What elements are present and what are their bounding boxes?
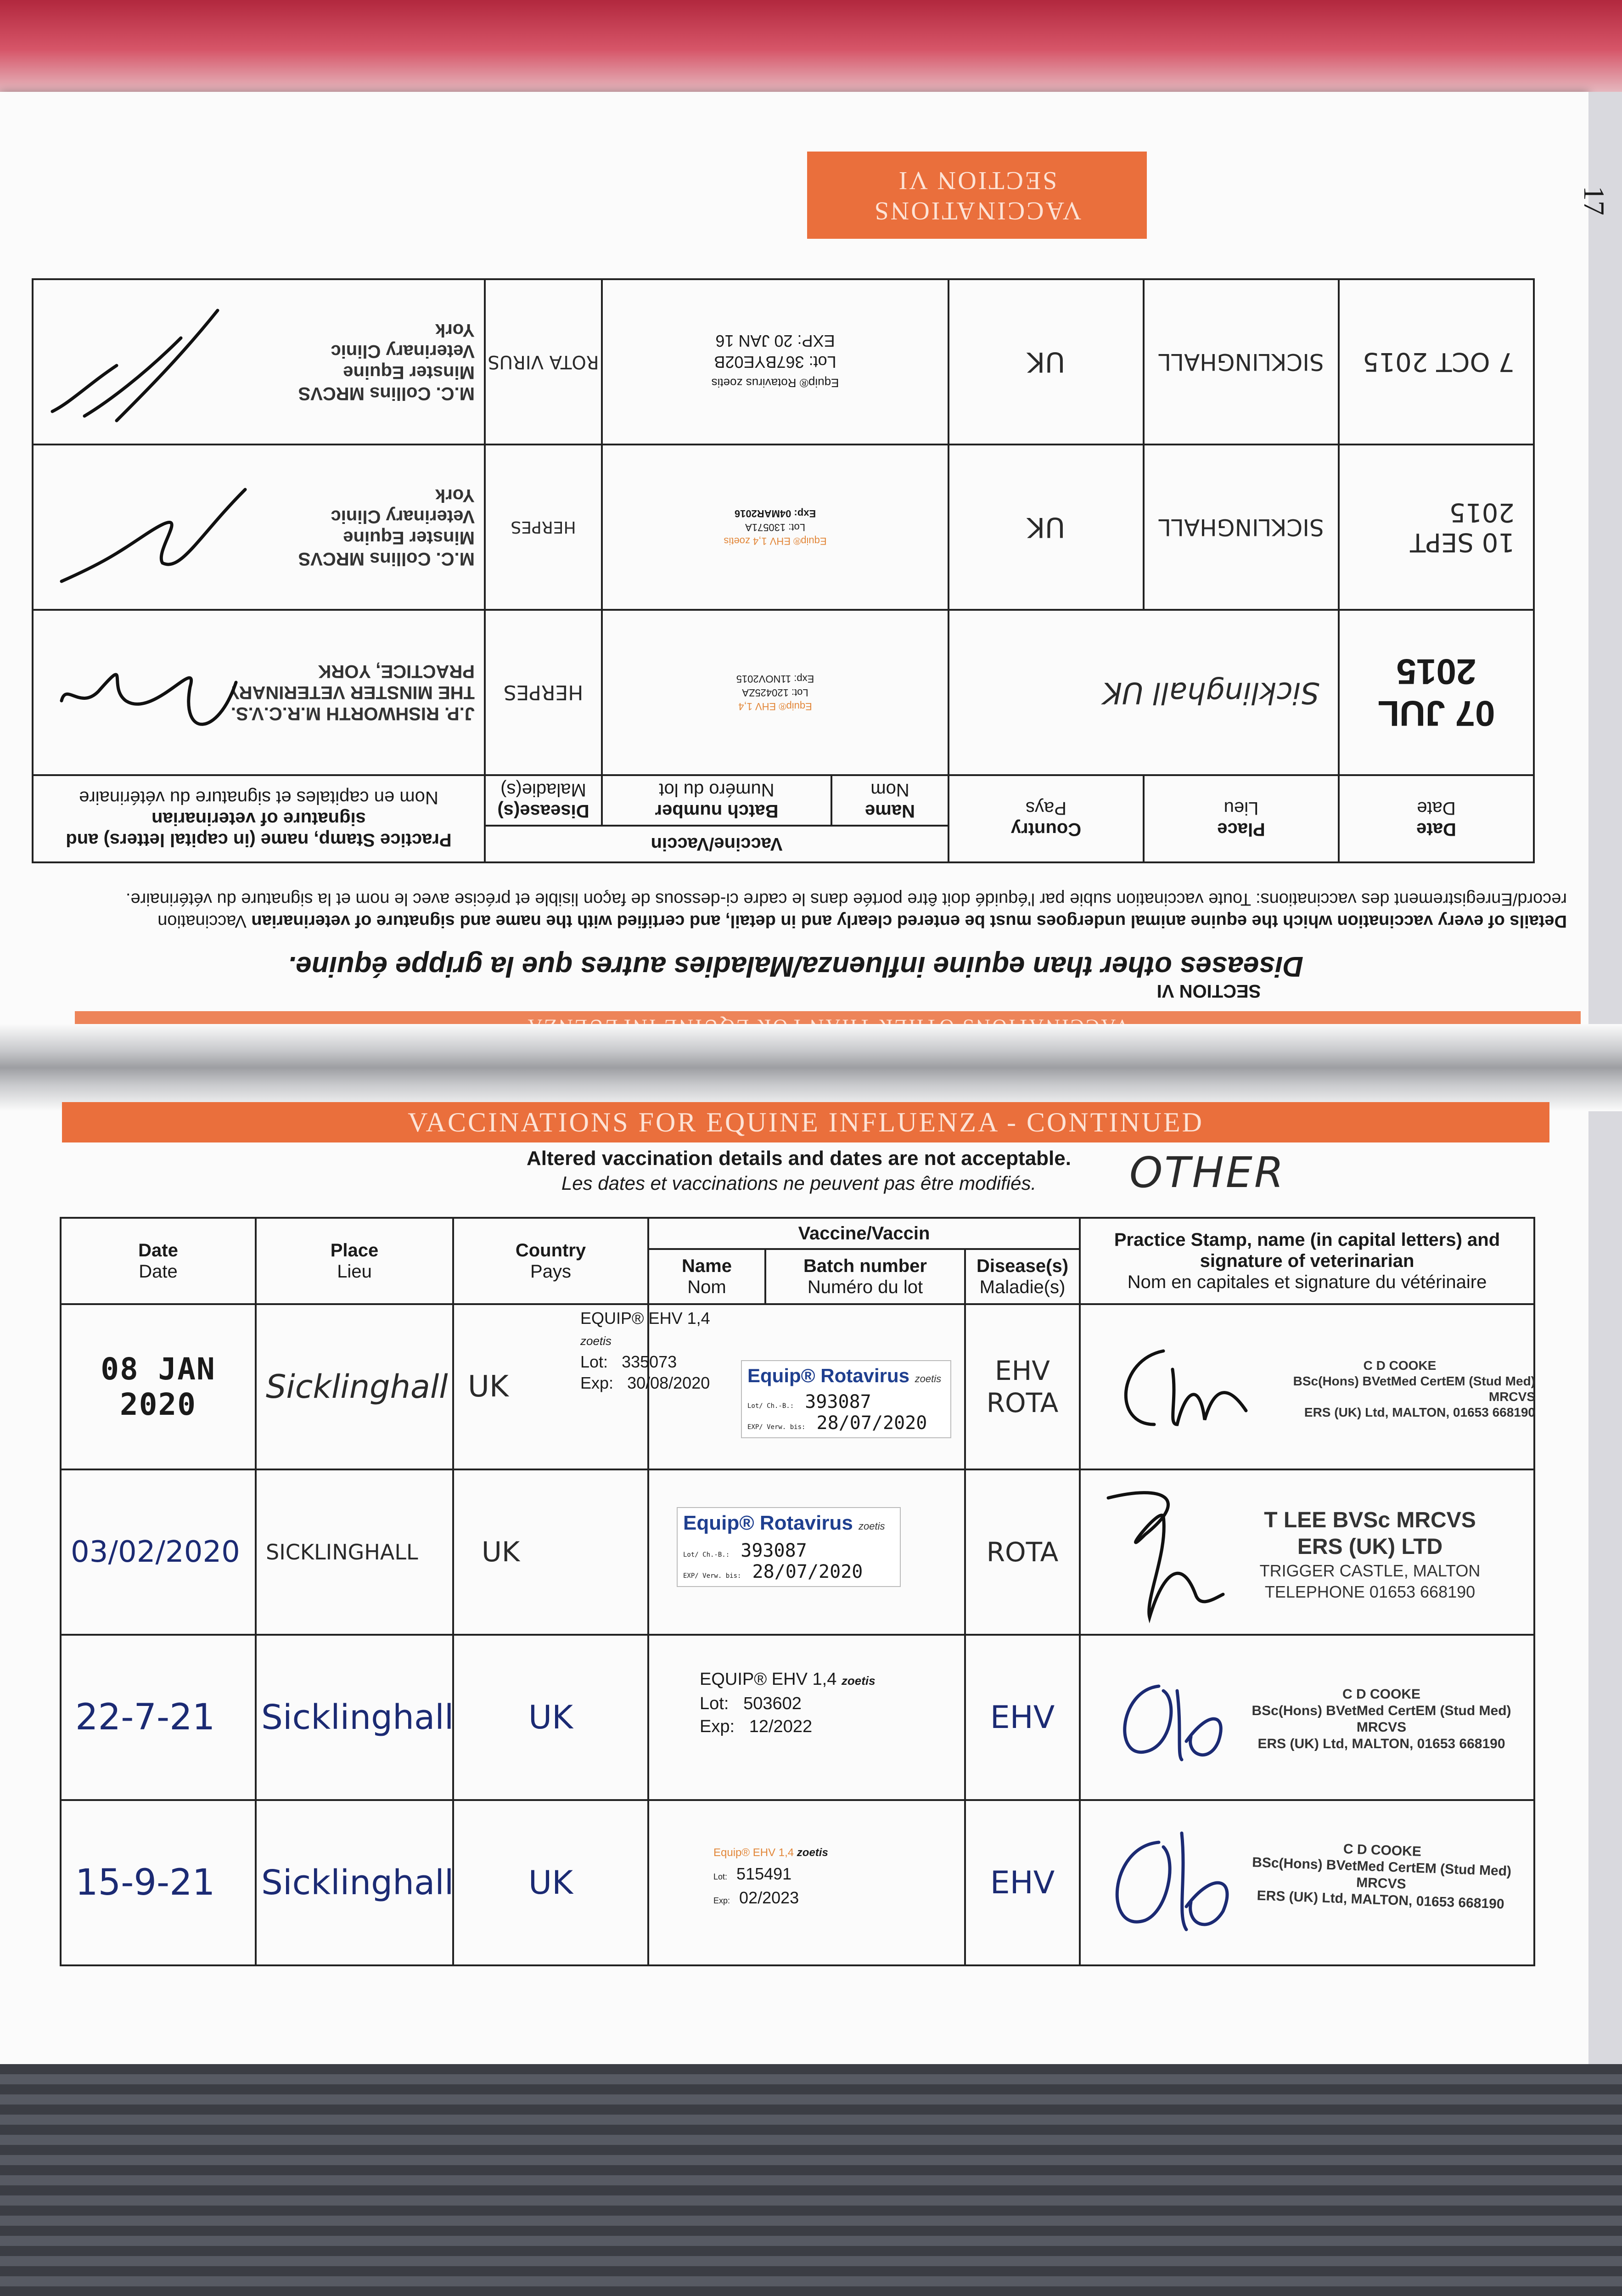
header-batch: Batch number Numéro du lot (602, 775, 831, 826)
row-label: Equip® EHV 1,4 zoetis Lot: 130571A Exp: 04MAR2016 (602, 445, 949, 610)
page-number: 17 (1578, 186, 1611, 215)
header-country: Country Pays (949, 775, 1144, 862)
row-label (580, 1304, 965, 1469)
row-vet: M.C. Collins MRCVS Minster Equine Veterinary Clinic York (33, 445, 485, 610)
table-row (33, 610, 1534, 775)
header-place: Place Lieu (256, 1218, 453, 1304)
row-date: 15-9-21 (61, 1800, 256, 1965)
row-place: Sicklinghall (256, 1635, 453, 1800)
lower-band: VACCINATIONS FOR EQUINE INFLUENZA - CONTINUED (62, 1102, 1549, 1142)
upper-page-rotated (0, 96, 1622, 1033)
header-disease: Disease(s) Maladie(s) (485, 775, 602, 826)
vaccine-label-ehv: Equip® EHV 1,4 zoetis Lot: 515491 Exp: 02/2023 (713, 1846, 828, 1907)
table-row (61, 1304, 1534, 1469)
row-label (648, 1469, 965, 1635)
header-name: Name Nom (648, 1249, 765, 1304)
header-date: Date Date (1339, 775, 1534, 862)
row-country: UK (453, 1469, 648, 1635)
signature (1099, 1824, 1246, 1943)
warning-fr: Les dates et vaccinations ne peuvent pas être modifiés. (561, 1172, 1037, 1194)
header-date: Date Date (61, 1218, 256, 1304)
row-country: UK (949, 279, 1144, 445)
row-place: Sicklinghall (256, 1304, 453, 1469)
row-label (648, 1635, 965, 1800)
row-disease: ROTA (965, 1469, 1080, 1635)
row-date: 7 OCT 2015 (1339, 279, 1534, 445)
upper-vaccination-table (32, 278, 1535, 863)
book-fold (0, 1024, 1622, 1111)
table-row (61, 1469, 1534, 1635)
signature (1090, 1480, 1228, 1626)
header-place: Place Lieu (1144, 775, 1339, 862)
instructions-bold: Details of every vaccination which the equine animal undergoes must be entered clearly and in detail, and certified with the name and signature of veterinarian (251, 912, 1567, 931)
row-vet: C D COOKE BSc(Hons) BVetMed CertEM (Stud Med) MRCVS ERS (UK) Ltd, MALTON, 01653 668190 (1080, 1635, 1534, 1800)
row-vet: J.P. RISHWORTH M.R.C.V.S. THE MINSTER VETERINARY PRACTICE, YORK (33, 610, 485, 775)
section-label: SECTION VI (1156, 981, 1261, 1001)
instructions (38, 888, 1567, 932)
row-date: 08 JAN 2020 (61, 1304, 256, 1469)
row-date: 10 SEPT 2015 (1339, 445, 1534, 610)
scanner-edge-bottom (0, 2064, 1622, 2296)
section-band-line2: SECTION VI (897, 166, 1057, 195)
row-country: UK (453, 1304, 648, 1469)
table-row (61, 1635, 1534, 1800)
section-heading: Diseases other than equine influenza/Maladies autres que la grippe équine. (288, 951, 1303, 982)
vaccine-label-ehv: EQUIP® EHV 1,4 zoetis Lot: 503602 Exp: 12/2022 (700, 1670, 876, 1736)
row-date: 07 JUL 2015 (1339, 610, 1534, 775)
section-band (807, 152, 1147, 239)
header-country: Country Pays (453, 1218, 648, 1304)
row-place: SICKLINGHALL (1144, 279, 1339, 445)
row-place: SICKLINGHALL (1144, 445, 1339, 610)
table-row (33, 279, 1534, 445)
vaccine-label-rota: Equip® Rotavirus zoetis Lot/ Ch.-B.: 393087 EXP/ Verw. bis: 28/07/2020 (741, 1360, 951, 1438)
row-place: SICKLINGHALL (256, 1469, 453, 1635)
signature (1108, 1333, 1264, 1443)
row-date: 03/02/2020 (61, 1469, 256, 1635)
row-country: UK (453, 1635, 648, 1800)
signature (52, 636, 245, 756)
row-vet: C D COOKE BSc(Hons) BVetMed CertEM (Stud Med) MRCVS ERS (UK) Ltd, MALTON, 01653 668190 (1080, 1304, 1534, 1469)
vaccine-label-ehv: EQUIP® EHV 1,4 zoetis Lot: 335073 Exp: 30/08/2020 (580, 1309, 710, 1392)
table-row (33, 445, 1534, 610)
scanner-edge-top (0, 0, 1622, 99)
row-disease: ROTA VIRUS (485, 279, 602, 445)
handwritten-note: OTHER (1129, 1148, 1285, 1197)
table-row (61, 1800, 1534, 1965)
lower-vaccination-table (60, 1217, 1535, 1966)
row-disease: HERPES (485, 445, 602, 610)
vaccine-label-rota: Equip® Rotavirus zoetis Lot/ Ch.-B.: 393087 EXP/ Verw. bis: 28/07/2020 (677, 1507, 901, 1587)
header-vaccine: Vaccine/Vaccin (485, 826, 949, 862)
row-country: UK (949, 445, 1144, 610)
row-disease: HERPES (485, 610, 602, 775)
header-batch: Batch number Numéro du lot (765, 1249, 965, 1304)
row-disease: EHV ROTA (965, 1304, 1080, 1469)
row-vet: M.C. Collins MRCVS Minster Equine Veterinary Clinic York (33, 279, 485, 445)
row-country: UK (453, 1800, 648, 1965)
header-vaccine: Vaccine/Vaccin (648, 1218, 1080, 1249)
row-label (648, 1800, 965, 1965)
signature (52, 471, 254, 591)
row-label: Equip® Rotavirus zoetis Lot: 367BYE02B EXP: 20 JAN 16 (602, 279, 949, 445)
instructions-fr: Vaccination record/Enregistrement des vaccinations: Toute vaccination subie par l'équidé doit être portée dans le cadre ci-dessous de façon lisible et précise avec le nom et la signature du vétérinaire. (125, 889, 1567, 931)
section-band-line1: VACCINATIONS (872, 197, 1082, 225)
row-date: 22-7-21 (61, 1635, 256, 1800)
header-vet: Practice Stamp, name (in capital letters) and signature of veterinarian Nom en capitales et signature du vétérinaire (1080, 1218, 1534, 1304)
header-disease: Disease(s) Maladie(s) (965, 1249, 1080, 1304)
signature (43, 301, 236, 430)
signature (1108, 1672, 1246, 1773)
row-place: Sicklinghall (256, 1800, 453, 1965)
row-disease: EHV (965, 1800, 1080, 1965)
header-name: Name Nom (831, 775, 949, 826)
row-vet: T LEE BVSc MRCVS ERS (UK) LTD TRIGGER CASTLE, MALTON TELEPHONE 01653 668190 (1080, 1469, 1534, 1635)
row-label: Equip® EHV 1,4 Lot: 120425ZA Exp: 11NOV2015 (602, 610, 949, 775)
row-place-country: Sicklinghall UK (949, 610, 1339, 775)
row-vet: C D COOKE BSc(Hons) BVetMed CertEM (Stud Med) MRCVS ERS (UK) Ltd, MALTON, 01653 668190 (1080, 1800, 1534, 1965)
row-disease: EHV (965, 1635, 1080, 1800)
warning-en: Altered vaccination details and dates are not acceptable. (527, 1147, 1071, 1170)
header-vet: Practice Stamp, name (in capital letters) and signature of veterinarian Nom en capitales et signature du vétérinaire (33, 775, 485, 862)
